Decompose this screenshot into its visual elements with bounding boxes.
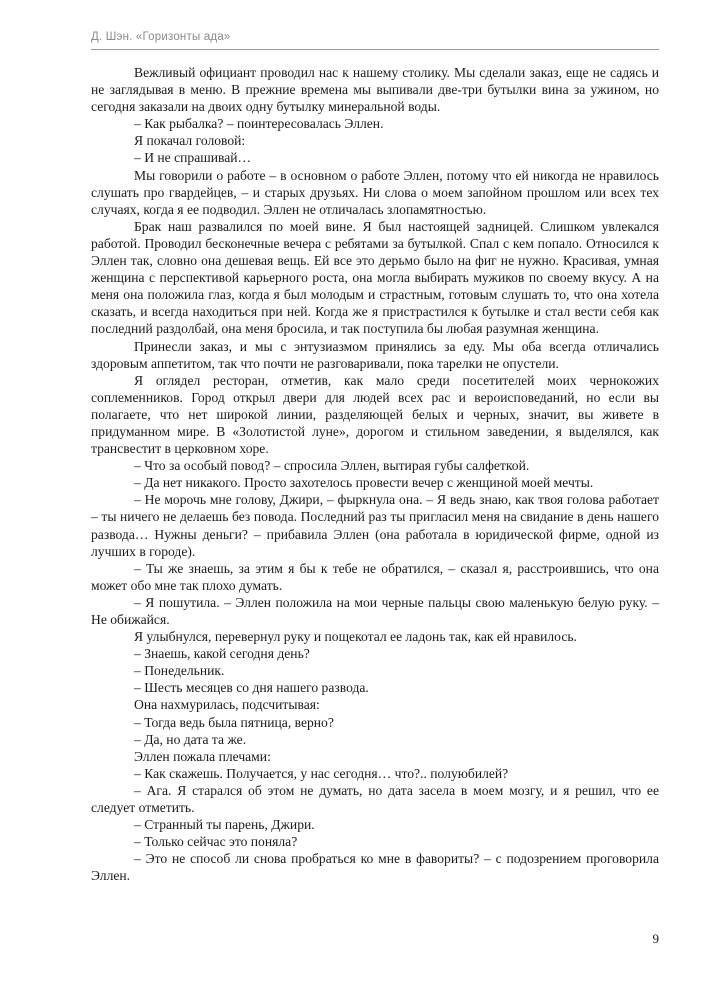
paragraph: – Знаешь, какой сегодня день? (134, 646, 310, 662)
paragraph: – Не морочь мне голову, Джири, – фыркнула она. – Я ведь знаю, как твоя голова работает – ты ничего не делаешь без повода. Последний раз ты пригласил меня на свидание в день нашего развода… Нужны деньги? – прибавила Эллен (она работала в юридической фирме, одной из лучших в городе). (91, 492, 659, 559)
paragraph: – Тогда ведь была пятница, верно? (134, 714, 334, 730)
paragraph: Принесли заказ, и мы с энтузиазмом принялись за еду. Мы оба всегда отличались здоровым аппетитом, так что почти не разговаривали, пока тарелки не опустели. (91, 338, 659, 371)
running-header: Д. Шэн. «Горизонты ада» (91, 31, 231, 43)
page-body-text (91, 64, 659, 885)
paragraph: – Ага. Я старался об этом не думать, но дата засела в моем мозгу, и я решил, что ее следует отметить. (91, 782, 659, 816)
paragraph: Я покачал головой: (134, 133, 246, 149)
paragraph: – Как рыбалка? – поинтересовалась Эллен. (134, 116, 384, 132)
paragraph: Брак наш развалился по моей вине. Я был настоящей задницей. Слишком увлекался работой. Проводил бесконечные вечера с ребятами за бутылкой. Спал с кем попало. Относился к Эллен так, словно она дешевая вещь. Ей все это дерьмо было на фиг не нужно. Красивая, умная женщина с перспективой карьерного роста, она могла выбирать мужиков по своему вкусу. А на меня она положила глаз, когда я был молодым и страстным, готовым слушать то, что она хотела сказать, и всегда находиться при ней. Когда же я пристрастился к бутылке и стал вести себя как последний раздолбай, она меня бросила, и так поступила бы любая разумная женщина. (91, 218, 659, 337)
paragraph: – Странный ты парень, Джири. (134, 817, 315, 833)
paragraph: Я улыбнулся, перевернул руку и пощекотал ее ладонь так, как ей нравилось. (134, 629, 577, 645)
paragraph: Я оглядел ресторан, отметив, как мало среди посетителей моих чернокожих соплеменников. Город открыл двери для людей всех рас и вероисповеданий, но если вы полагаете, что нет широкой линии, разделяющей белых и черных, значит, вы живете в придуманном мире. В «Золотистой луне», дорогом и стильном заведении, я выделялся, как трансвестит в церковном хоре. (91, 372, 659, 457)
paragraph: Мы говорили о работе – в основном о работе Эллен, потому что ей никогда не нравилось слушать про гвардейцев, – и старых друзьях. Ни слова о моем запойном прошлом или всех тех случаях, когда я ее подводил. Эллен не отличалась злопамятностью. (91, 167, 659, 217)
page-number: 9 (652, 931, 659, 946)
paragraph: Вежливый официант проводил нас к нашему столику. Мы сделали заказ, еще не садясь и не заглядывая в меню. В прежние времена мы выпивали две-три бутылки вина за ужином, но сегодня заказали на двоих одну бутылку минеральной воды. (91, 65, 659, 115)
paragraph: – Да нет никакого. Просто захотелось провести вечер с женщиной моей мечты. (134, 475, 594, 491)
paragraph: Она нахмурилась, подсчитывая: (134, 697, 320, 713)
paragraph: – Понедельник. (134, 663, 225, 679)
paragraph: – Только сейчас это поняла? (134, 834, 298, 850)
paragraph: – Это не способ ли снова пробраться ко мне в фавориты? – с подозрением проговорила Эллен. (91, 851, 659, 884)
paragraph: – Я пошутила. – Эллен положила на мои черные пальцы свою маленькую белую руку. – Не обижайся. (91, 594, 659, 627)
paragraph: – Что за особый повод? – спросила Эллен, вытирая губы салфеткой. (134, 458, 530, 474)
header-divider (91, 49, 659, 50)
paragraph: – Ты же знаешь, за этим я бы к тебе не обратился, – сказал я, расстроившись, что она может обо мне так плохо думать. (91, 560, 659, 593)
paragraph: – Да, но дата та же. (134, 731, 247, 747)
paragraph: – Как скажешь. Получается, у нас сегодня… что?.. полуюбилей? (134, 765, 509, 781)
paragraph: Эллен пожала плечами: (134, 748, 271, 764)
paragraph: – И не спрашивай… (134, 150, 252, 166)
paragraph: – Шесть месяцев со дня нашего развода. (134, 680, 369, 696)
